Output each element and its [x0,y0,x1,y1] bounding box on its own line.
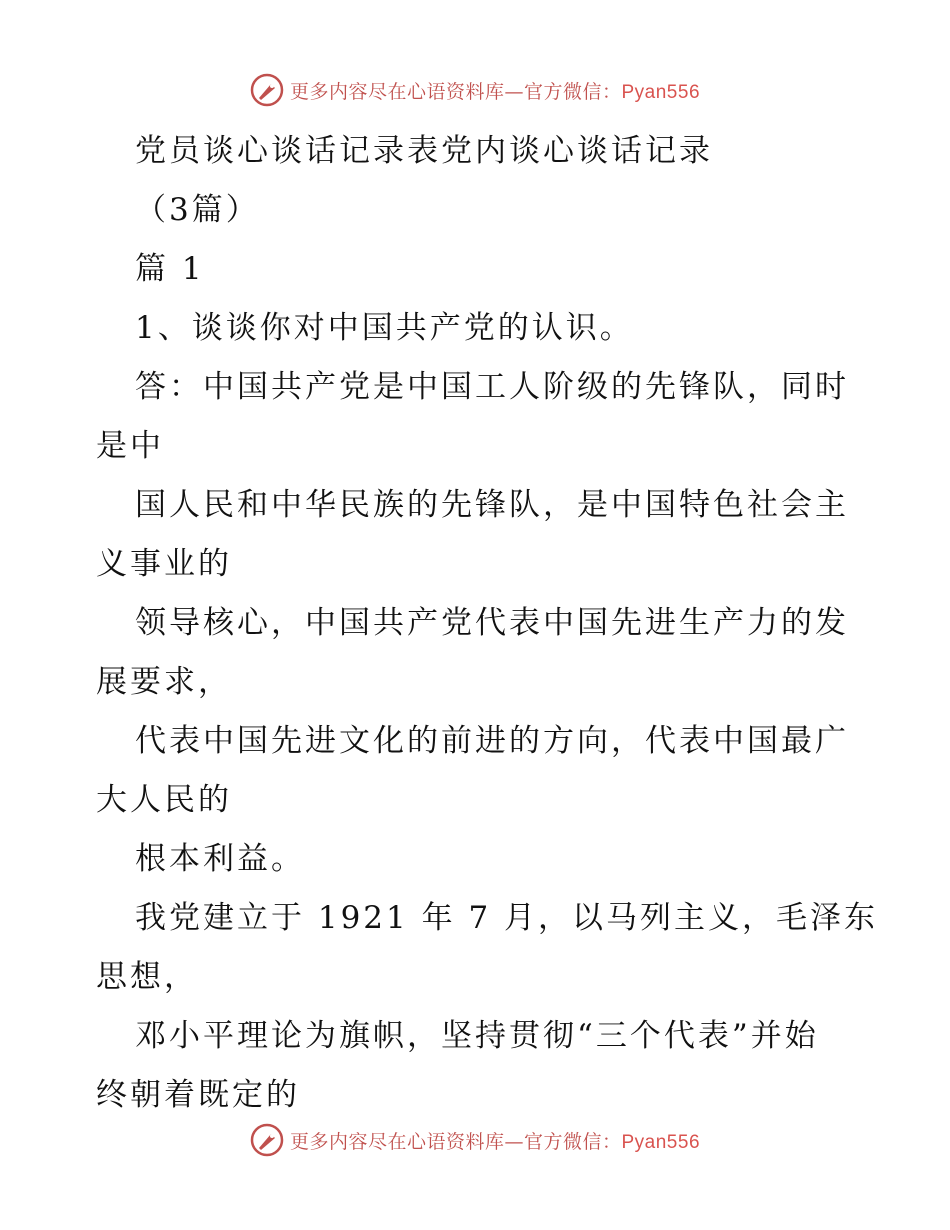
watermark-brand: 更多内容尽在心语资料库 [289,1130,505,1153]
paragraph-line: 是中 [96,428,164,464]
watermark-separator: — [504,1130,524,1153]
paragraph-line: 1、谈谈你对中国共产党的认识。 [135,310,634,346]
paragraph-line: 根本利益。 [135,841,305,877]
paragraph-line: 领导核心，中国共产党代表中国先进生产力的发 [135,605,849,641]
paragraph-line: 展要求， [96,664,232,700]
watermark-wechat-id: Pyan556 [621,1131,701,1153]
watermark-text [290,1127,700,1154]
paragraph-line: 代表中国先进文化的前进的方向，代表中国最广 [135,723,849,759]
watermark-text [290,77,700,104]
paragraph-line: 邓小平理论为旗帜，坚持贯彻“三个代表”并始 [135,1018,819,1054]
pen-nib-logo-icon [250,1123,284,1157]
paragraph-line: 终朝着既定的 [96,1077,300,1113]
watermark-brand: 更多内容尽在心语资料库 [289,80,505,103]
footer-watermark [0,1120,950,1160]
document-title-line-2: （3篇） [135,192,260,228]
document-body [0,122,950,1125]
paragraph-line: 答：中国共产党是中国工人阶级的先锋队，同时 [135,369,849,405]
watermark-separator: — [504,80,524,103]
paragraph-line: 义事业的 [96,546,232,582]
section-heading: 篇 1 [135,251,205,287]
document-title-line-1: 党员谈心谈话记录表党内谈心谈话记录 [135,133,713,169]
watermark-wechat-label: 官方微信： [523,1130,622,1153]
body-lines [0,299,950,1125]
watermark-wechat-id: Pyan556 [621,81,701,103]
watermark-wechat-label: 官方微信： [523,80,622,103]
paragraph-line: 国人民和中华民族的先锋队，是中国特色社会主 [135,487,849,523]
header-watermark [0,70,950,110]
paragraph-line: 我党建立于 1921 年 7 月，以马列主义，毛泽东 [135,900,879,936]
paragraph-line: 大人民的 [96,782,232,818]
paragraph-line: 思想， [96,959,198,995]
pen-nib-logo-icon [250,73,284,107]
